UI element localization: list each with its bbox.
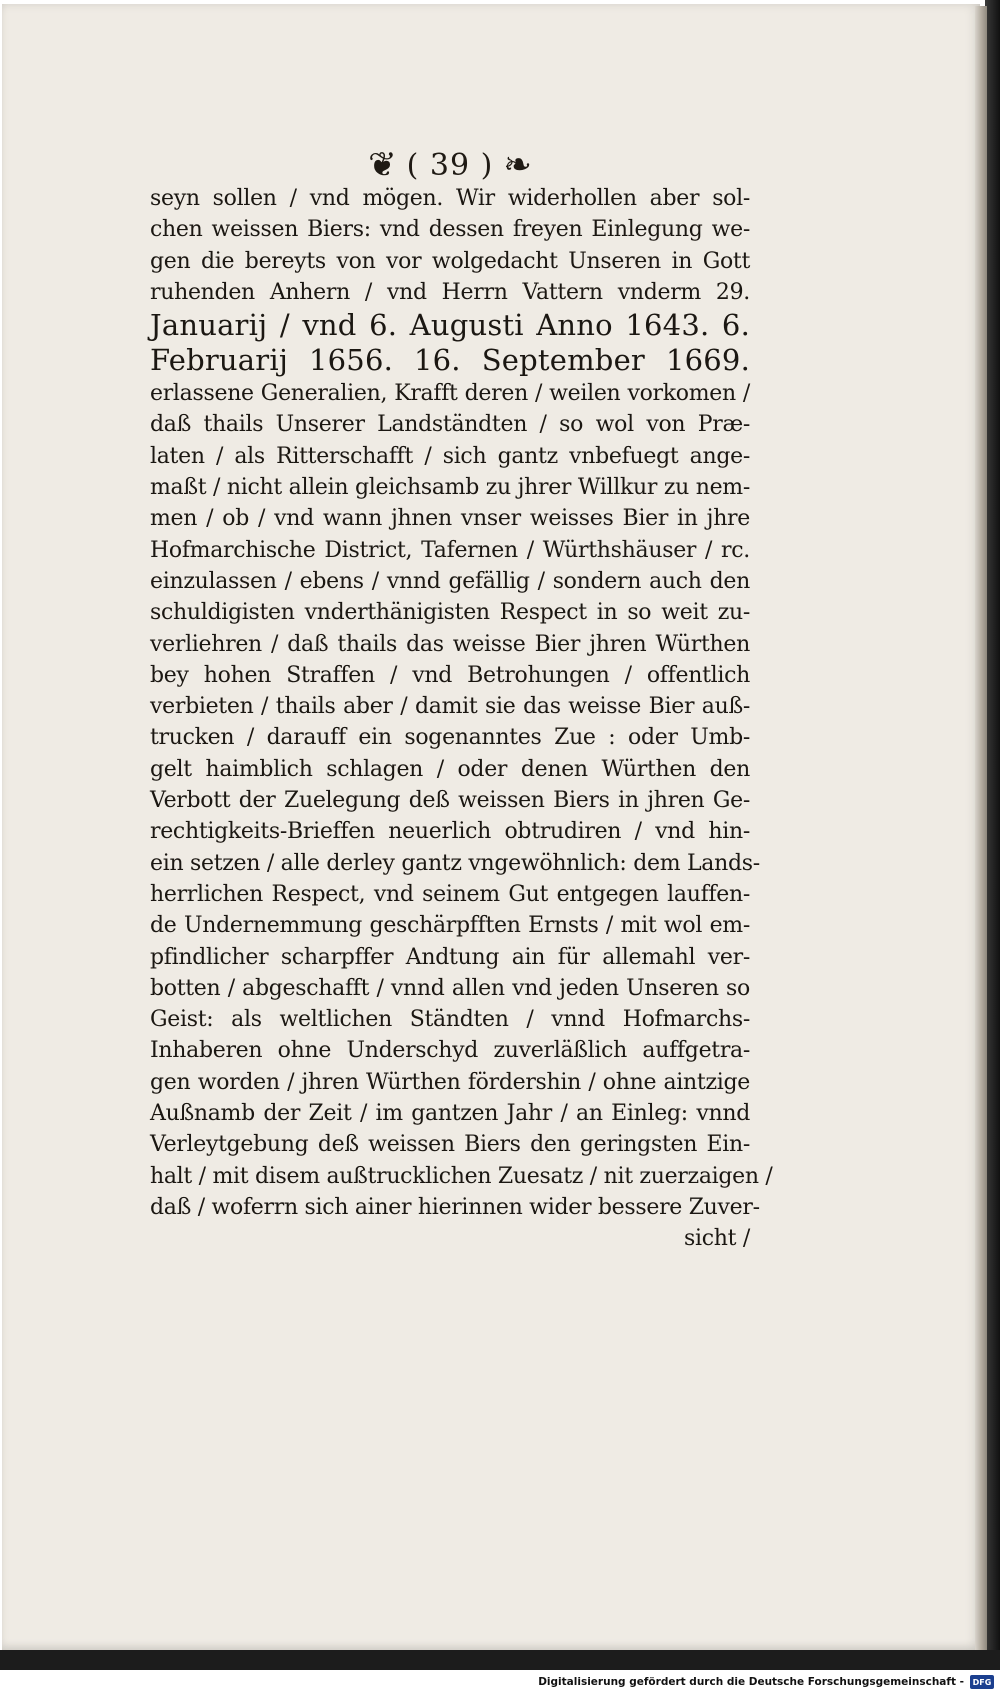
text-line: gelt haimblich schlagen / oder denen Würthen den: [150, 756, 750, 782]
page-edge: [975, 6, 987, 1650]
text-line: Februarij 1656. 16. September 1669.: [150, 343, 750, 378]
text-line: seyn sollen / vnd mögen. Wir widerhollen aber sol-: [150, 186, 750, 211]
left-ornament-icon: ❦: [368, 145, 397, 185]
text-line: verbieten / thails aber / damit sie das weisse Bier auß-: [150, 694, 750, 720]
footer: [0, 1672, 1000, 1692]
text-line: Geist: als weltlichen Ständten / vnnd Hofmarchs-: [150, 1007, 750, 1033]
text-line: schuldigisten vnderthänigisten Respect in so weit zu-: [150, 600, 750, 626]
text-line: bey hohen Straffen / vnd Betrohungen / offentlich: [150, 662, 750, 688]
text-line: daß / woferrn sich ainer hierinnen wider bessere Zuver-: [150, 1194, 760, 1220]
right-ornament-icon: ❧: [503, 145, 532, 185]
text-line: herrlichen Respect, vnd seinem Gut entgegen lauffen-: [150, 881, 750, 907]
text-line: ruhenden Anhern / vnd Herrn Vattern vnderm 29.: [150, 279, 750, 305]
text-line: Außnamb der Zeit / im gantzen Jahr / an Einleg: vnnd: [150, 1101, 750, 1127]
text-line: einzulassen / ebens / vnnd gefällig / sondern auch den: [150, 568, 750, 594]
text-line: men / ob / vnd wann jhnen vnser weisses Bier in jhre: [150, 506, 750, 532]
text-line: Verleytgebung deß weissen Biers den geringsten Ein-: [150, 1132, 750, 1158]
text-line: halt / mit disem außtrucklichen Zuesatz / nit zuerzaigen /: [150, 1163, 773, 1189]
text-line: gen die bereyts von vor wolgedacht Unseren in Gott: [150, 248, 750, 274]
text-line: Inhaberen ohne Underschyd zuverläßlich auffgetra-: [150, 1038, 750, 1064]
text-line: botten / abgeschafft / vnnd allen vnd jeden Unseren so: [150, 975, 750, 1001]
text-line: verliehren / daß thails das weisse Bier jhren Würthen: [150, 631, 750, 657]
text-line: ein setzen / alle derley gantz vngewöhnlich: dem Lands-: [150, 850, 760, 876]
text-line: trucken / darauff ein sogenanntes Zue : oder Umb-: [150, 725, 750, 751]
scanner-edge: [985, 0, 1000, 1670]
text-line: daß thails Unserer Landständten / so wol von Præ-: [150, 412, 750, 438]
text-line: sicht /: [684, 1226, 750, 1252]
text-line: Verbott der Zuelegung deß weissen Biers in jhren Ge-: [150, 788, 750, 814]
text-line: maßt / nicht allein gleichsamb zu jhrer Willkur zu nem-: [150, 475, 750, 501]
text-line: chen weissen Biers: vnd dessen freyen Einlegung we-: [150, 217, 750, 243]
body-text: [150, 183, 773, 1255]
text-line: rechtigkeits-Brieffen neuerlich obtrudiren / vnd hin-: [150, 819, 750, 845]
text-line: laten / als Ritterschafft / sich gantz vnbefuegt ange-: [150, 443, 750, 469]
text-line: erlassene Generalien, Krafft deren / weilen vorkomen /: [150, 381, 750, 407]
text-line: Januarij / vnd 6. Augusti Anno 1643. 6.: [150, 308, 750, 343]
text-line: gen worden / jhren Würthen fördershin / ohne aintzige: [150, 1069, 750, 1095]
page-header: [330, 143, 570, 187]
scanner-bottom-band: [0, 1650, 1000, 1670]
text-line: pfindlicher scharpffer Andtung ain für allemahl ver-: [150, 944, 750, 970]
dfg-logo-icon: DFG: [970, 1675, 994, 1689]
text-line: Hofmarchische District, Tafernen / Würthshäuser / rc.: [150, 537, 750, 563]
page-number: ( 39 ): [406, 147, 494, 183]
text-line: de Undernemmung geschärpfften Ernsts / mit wol em-: [150, 913, 750, 939]
digitization-credit: Digitalisierung gefördert durch die Deutsche Forschungsgemeinschaft -: [538, 1676, 964, 1688]
